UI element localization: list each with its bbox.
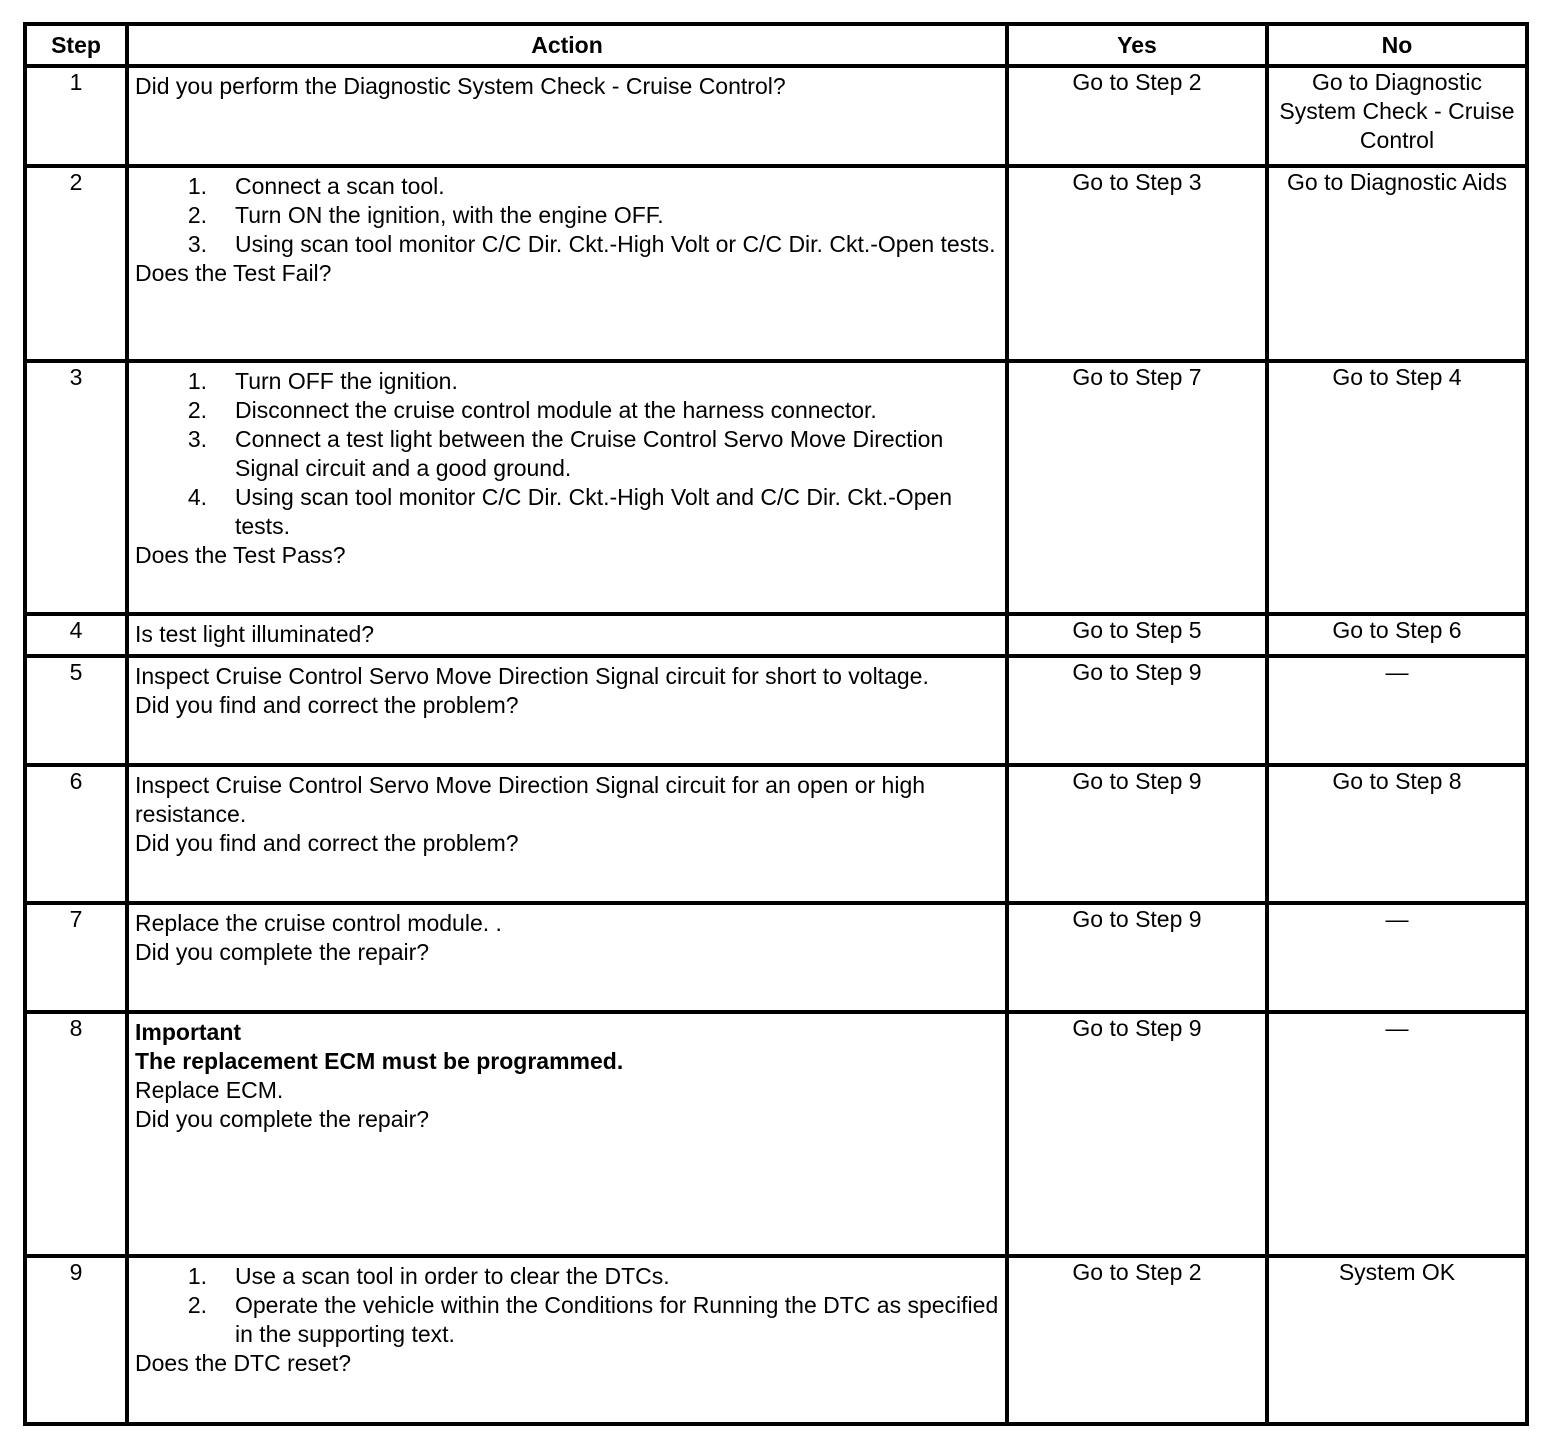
no-cell (1267, 1012, 1527, 1256)
yes-result: Go to Step 3 (1072, 169, 1202, 195)
list-item: 3. Using scan tool monitor C/C Dir. Ckt.-High Volt or C/C Dir. Ckt.-Open tests. (187, 231, 996, 257)
table-row (25, 1012, 1527, 1256)
no-result: Go to Diagnostic System Check - Cruise Control (1279, 69, 1515, 153)
step-number: 8 (25, 1012, 127, 1256)
action-steps-list (135, 172, 999, 259)
diagnostic-table (23, 22, 1529, 1426)
action-cell (127, 166, 1007, 361)
yes-cell (1007, 66, 1267, 166)
yes-cell (1007, 765, 1267, 903)
action-cell (127, 1012, 1007, 1256)
yes-result: Go to Step 5 (1072, 617, 1202, 643)
yes-result: Go to Step 9 (1072, 906, 1202, 932)
table-row (25, 903, 1527, 1012)
important-heading: Important (135, 1019, 242, 1045)
list-item: 1. Use a scan tool in order to clear the DTCs. (187, 1263, 670, 1289)
no-cell (1267, 656, 1527, 765)
action-question: Does the Test Pass? (135, 542, 346, 568)
no-result: Go to Diagnostic Aids (1287, 169, 1507, 195)
yes-cell (1007, 361, 1267, 614)
action-cell (127, 361, 1007, 614)
step-number: 7 (25, 903, 127, 1012)
action-question: Did you complete the repair? (135, 1106, 430, 1132)
action-question: Did you find and correct the problem? (135, 830, 519, 856)
no-cell (1267, 765, 1527, 903)
no-cell (1267, 66, 1527, 166)
no-result: Go to Step 4 (1332, 364, 1462, 390)
yes-result: Go to Step 9 (1072, 659, 1202, 685)
step-number: 9 (25, 1256, 127, 1424)
yes-cell (1007, 1256, 1267, 1424)
table-row (25, 1256, 1527, 1424)
no-result: — (1385, 906, 1409, 932)
action-text: Replace the cruise control module. . (135, 910, 502, 936)
table-row (25, 656, 1527, 765)
table-row (25, 166, 1527, 361)
yes-cell (1007, 614, 1267, 656)
step-number: 1 (25, 66, 127, 166)
no-result: — (1385, 1015, 1409, 1041)
action-text: Inspect Cruise Control Servo Move Direction Signal circuit for an open or high resistance. (135, 772, 926, 827)
yes-cell (1007, 1012, 1267, 1256)
yes-result: Go to Step 9 (1072, 768, 1202, 794)
action-text: Inspect Cruise Control Servo Move Direction Signal circuit for short to voltage. (135, 663, 929, 689)
table-row (25, 66, 1527, 166)
action-question: Did you perform the Diagnostic System Check - Cruise Control? (135, 73, 786, 99)
step-number: 5 (25, 656, 127, 765)
yes-result: Go to Step 2 (1072, 69, 1202, 95)
yes-cell (1007, 903, 1267, 1012)
step-number: 2 (25, 166, 127, 361)
no-cell (1267, 614, 1527, 656)
action-cell (127, 614, 1007, 656)
table-row (25, 361, 1527, 614)
action-question: Did you find and correct the problem? (135, 692, 519, 718)
list-item: 1. Connect a scan tool. (187, 173, 445, 199)
no-cell (1267, 903, 1527, 1012)
yes-result: Go to Step 7 (1072, 364, 1202, 390)
step-number: 4 (25, 614, 127, 656)
action-cell (127, 903, 1007, 1012)
list-item: 2. Operate the vehicle within the Conditions for Running the DTC as specified in the supporting text. (187, 1292, 999, 1347)
action-cell (127, 66, 1007, 166)
action-steps-list (135, 1262, 999, 1349)
no-result: — (1385, 659, 1409, 685)
header-row (25, 24, 1527, 66)
list-item: 4. Using scan tool monitor C/C Dir. Ckt.-High Volt and C/C Dir. Ckt.-Open tests. (187, 484, 953, 539)
action-cell (127, 765, 1007, 903)
list-item: 2. Disconnect the cruise control module at the harness connector. (187, 397, 877, 423)
yes-result: Go to Step 9 (1072, 1015, 1202, 1041)
no-result: Go to Step 8 (1332, 768, 1462, 794)
action-question: Does the Test Fail? (135, 260, 332, 286)
no-cell (1267, 166, 1527, 361)
action-question: Does the DTC reset? (135, 1350, 352, 1376)
list-item: 3. Connect a test light between the Cruise Control Servo Move Direction Signal circuit and a good ground. (187, 426, 944, 481)
no-cell (1267, 361, 1527, 614)
yes-cell (1007, 656, 1267, 765)
header-step: Step (25, 24, 127, 66)
no-result: System OK (1338, 1259, 1456, 1285)
action-cell (127, 1256, 1007, 1424)
list-item: 1. Turn OFF the ignition. (187, 368, 458, 394)
action-text: Replace ECM. (135, 1077, 284, 1103)
yes-cell (1007, 166, 1267, 361)
header-no: No (1267, 24, 1527, 66)
step-number: 6 (25, 765, 127, 903)
no-result: Go to Step 6 (1332, 617, 1462, 643)
table-row (25, 614, 1527, 656)
list-item: 2. Turn ON the ignition, with the engine OFF. (187, 202, 664, 228)
action-question: Is test light illuminated? (135, 621, 375, 647)
step-number: 3 (25, 361, 127, 614)
important-note: The replacement ECM must be programmed. (135, 1048, 624, 1074)
yes-result: Go to Step 2 (1072, 1259, 1202, 1285)
action-cell (127, 656, 1007, 765)
action-question: Did you complete the repair? (135, 939, 430, 965)
no-cell (1267, 1256, 1527, 1424)
table-row (25, 765, 1527, 903)
header-action: Action (127, 24, 1007, 66)
action-steps-list (135, 367, 999, 541)
header-yes: Yes (1007, 24, 1267, 66)
